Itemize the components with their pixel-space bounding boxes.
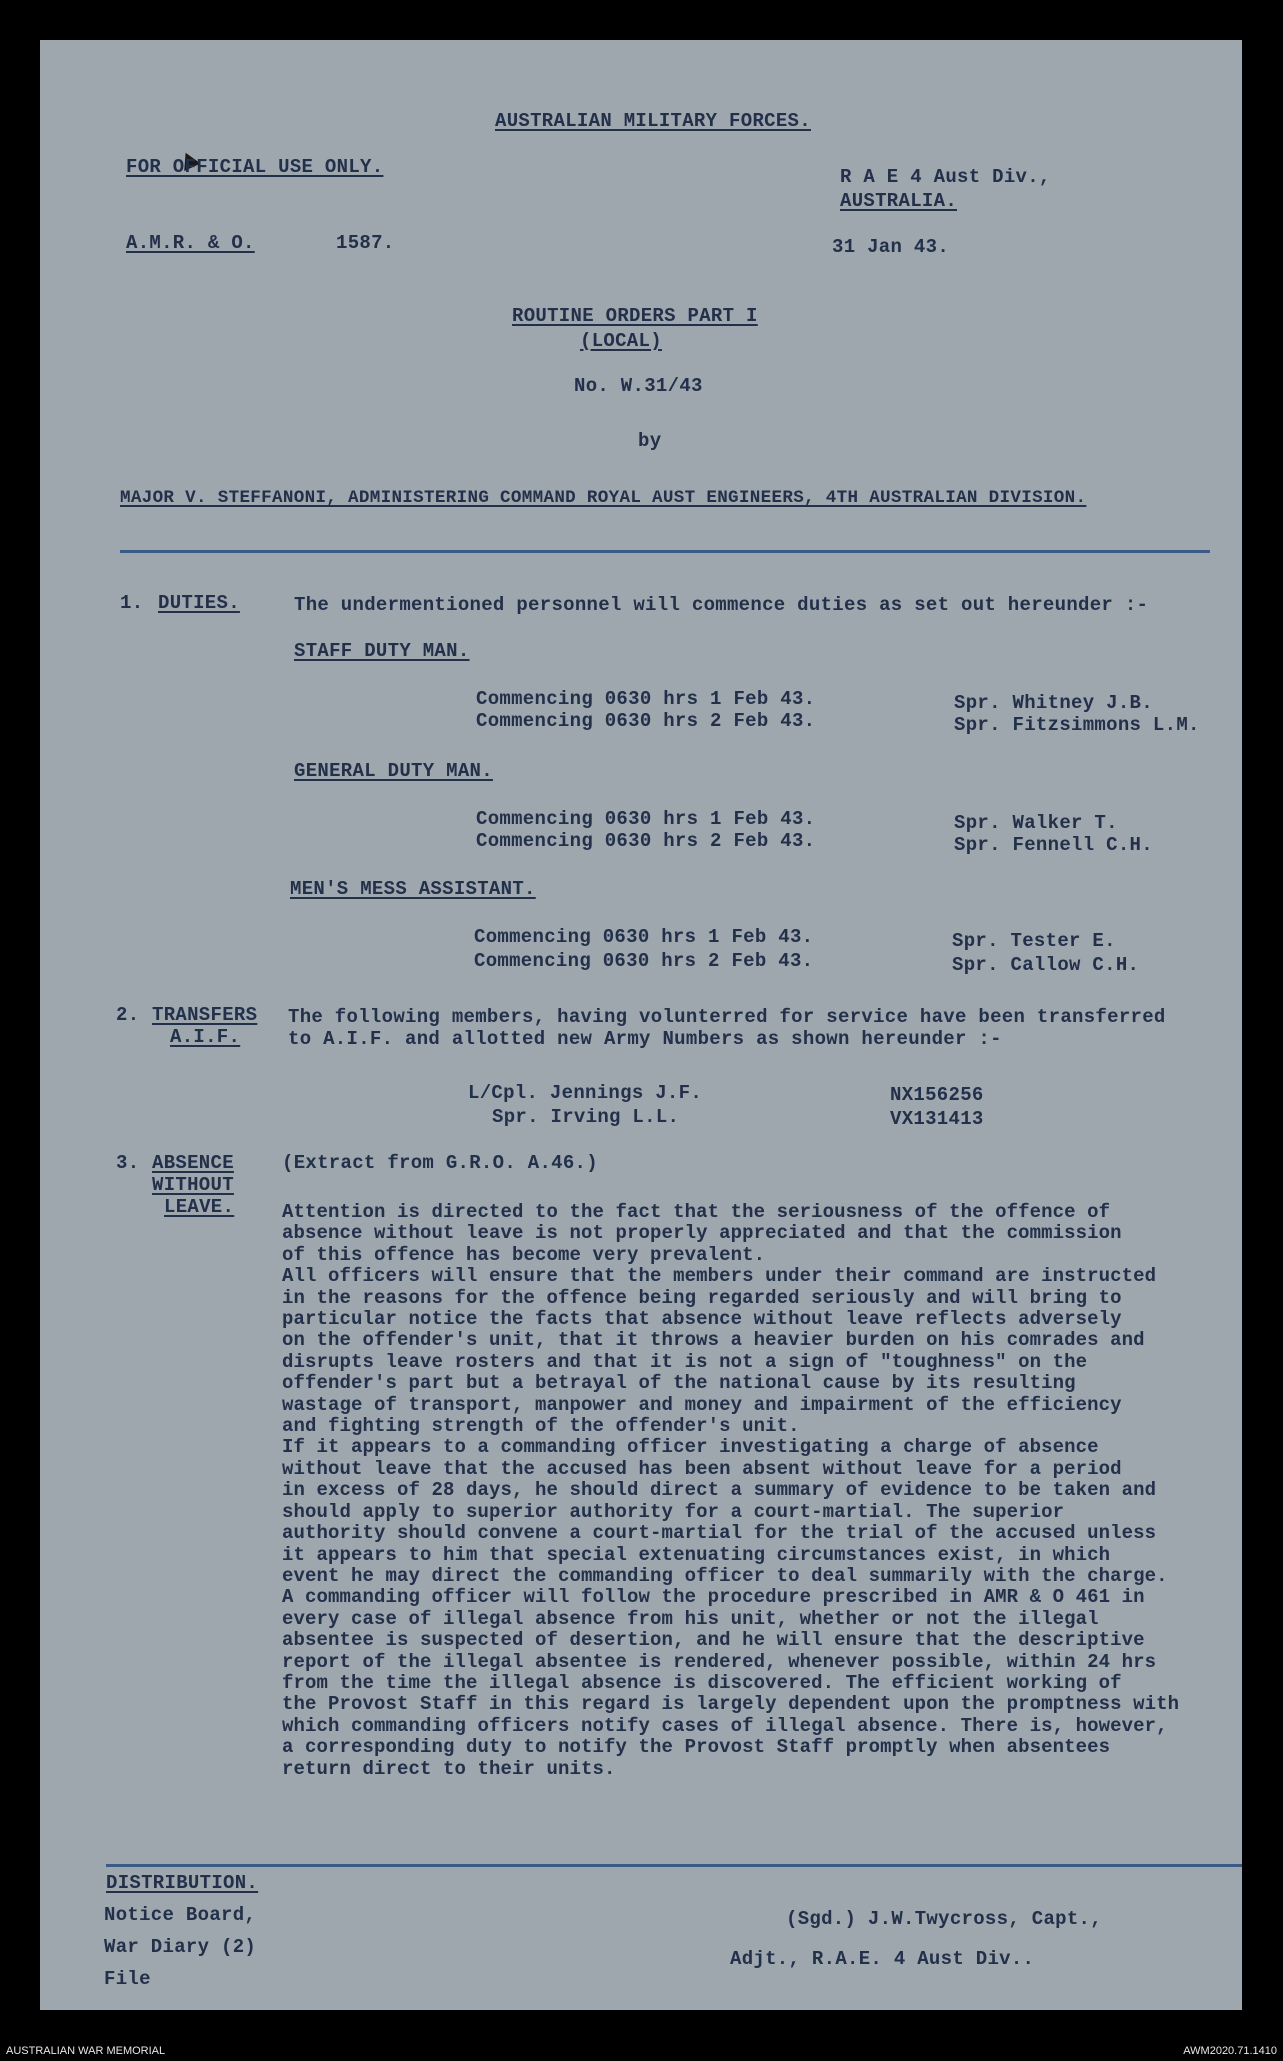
duty-who: Spr. Tester E. <box>952 930 1116 952</box>
divider-rule <box>120 550 1210 553</box>
body-line: If it appears to a commanding officer investigating a charge of absence <box>282 1436 1099 1459</box>
body-line: the Provost Staff in this regard is largely dependent upon the promptness with <box>282 1693 1180 1716</box>
unit-line-2: AUSTRALIA. <box>840 190 958 212</box>
duty-who: Spr. Fitzsimmons L.M. <box>954 714 1200 736</box>
body-line: absentee is suspected of desertion, and he will ensure that the descriptive <box>282 1629 1145 1652</box>
distribution-rule <box>106 1864 1242 1867</box>
section1-heading: DUTIES. <box>158 592 240 614</box>
section1-number: 1. <box>120 592 144 614</box>
section3-number: 3. <box>116 1152 140 1174</box>
section3-heading: WITHOUT <box>152 1174 234 1196</box>
body-line: report of the illegal absentee is rendered, whenever possible, within 24 hrs <box>282 1650 1157 1673</box>
body-line: without leave that the accused has been absent without leave for a period <box>282 1457 1122 1480</box>
body-line: A commanding officer will follow the procedure prescribed in AMR & O 461 in <box>282 1586 1145 1609</box>
section3-heading: ABSENCE <box>152 1152 234 1174</box>
body-line: on the offender's unit, that it throws a heavier burden on his comrades and <box>282 1329 1145 1352</box>
distribution-item: Notice Board, <box>104 1904 257 1926</box>
duty-who: Spr. Callow C.H. <box>952 954 1140 976</box>
body-line: from the time the illegal absence is discovered. The efficient working of <box>282 1671 1122 1694</box>
body-line: it appears to him that special extenuating circumstances exist, in which <box>282 1543 1111 1566</box>
duty-when: Commencing 0630 hrs 1 Feb 43. <box>476 808 816 830</box>
body-line: Attention is directed to the fact that the seriousness of the offence of <box>282 1201 1111 1223</box>
section3-heading: LEAVE. <box>164 1196 235 1218</box>
section3-extract: (Extract from G.R.O. A.46.) <box>282 1152 598 1174</box>
section2-text: to A.I.F. and allotted new Army Numbers as shown hereunder :- <box>288 1028 1002 1050</box>
body-line: authority should convene a court-martial for the trial of the accused unless <box>282 1522 1157 1545</box>
body-line: of this offence has become very prevalent. <box>282 1243 766 1266</box>
group-title: MEN'S MESS ASSISTANT. <box>290 878 536 900</box>
order-number: No. W.31/43 <box>574 375 703 397</box>
body-line: All officers will ensure that the members under their command are instructed <box>282 1265 1157 1288</box>
signature-name: (Sgd.) J.W.Twycross, Capt., <box>786 1908 1102 1930</box>
classification: FOR OFFICIAL USE ONLY. <box>126 156 384 178</box>
duty-when: Commencing 0630 hrs 1 Feb 43. <box>474 926 814 948</box>
army-number: VX131413 <box>890 1108 984 1130</box>
duty-when: Commencing 0630 hrs 2 Feb 43. <box>476 710 816 732</box>
body-line: in the reasons for the offence being regarded seriously and will bring to <box>282 1286 1122 1309</box>
section3-body <box>282 1202 1222 1780</box>
transfer-name: Spr. Irving L.L. <box>492 1106 680 1128</box>
body-line: which commanding officers notify cases of illegal absence. There is, however, <box>282 1714 1168 1737</box>
body-line: a corresponding duty to notify the Provost Staff promptly when absentees <box>282 1736 1111 1759</box>
footer-accession: AWM2020.71.1410 <box>1183 2045 1277 2057</box>
title-line-1: ROUTINE ORDERS PART I <box>512 305 758 327</box>
body-line: wastage of transport, manpower and money and impairment of the efficiency <box>282 1393 1122 1416</box>
body-line: event he may direct the commanding officer to deal summarily with the charge. <box>282 1564 1168 1587</box>
reference: A.M.R. & O. <box>126 232 255 254</box>
body-line: return direct to their units. <box>282 1757 616 1780</box>
title-by: by <box>638 430 662 452</box>
body-line: absence without leave is not properly appreciated and that the commission <box>282 1222 1122 1245</box>
group-title: GENERAL DUTY MAN. <box>294 760 493 782</box>
title-line-2: (LOCAL) <box>580 330 662 352</box>
duty-when: Commencing 0630 hrs 1 Feb 43. <box>476 688 816 710</box>
group-title: STAFF DUTY MAN. <box>294 640 470 662</box>
body-line: in excess of 28 days, he should direct a summary of evidence to be taken and <box>282 1479 1157 1502</box>
signature-title: Adjt., R.A.E. 4 Aust Div.. <box>730 1948 1035 1970</box>
duty-when: Commencing 0630 hrs 2 Feb 43. <box>476 830 816 852</box>
body-line: and fighting strength of the offender's unit. <box>282 1415 800 1438</box>
duty-who: Spr. Walker T. <box>954 812 1118 834</box>
body-line: particular notice the facts that absence without leave reflects adversely <box>282 1308 1122 1331</box>
section2-heading: TRANSFERS <box>152 1004 258 1026</box>
duty-who: Spr. Fennell C.H. <box>954 834 1153 856</box>
document-page <box>40 40 1242 2010</box>
distribution-item: File <box>104 1968 151 1990</box>
transfer-name: L/Cpl. Jennings J.F. <box>468 1082 703 1104</box>
army-number: NX156256 <box>890 1084 984 1106</box>
distribution-heading: DISTRIBUTION. <box>106 1872 259 1894</box>
duty-when: Commencing 0630 hrs 2 Feb 43. <box>474 950 814 972</box>
section2-text: The following members, having volunterred for service have been transferred <box>288 1006 1166 1028</box>
org-heading: AUSTRALIAN MILITARY FORCES. <box>495 110 811 132</box>
body-line: disrupts leave rosters and that it is not a sign of "toughness" on the <box>282 1350 1088 1373</box>
body-line: should apply to superior authority for a court-martial. The superior <box>282 1500 1065 1523</box>
duty-who: Spr. Whitney J.B. <box>954 692 1153 714</box>
reference-number: 1587. <box>336 232 395 254</box>
unit-line-1: R A E 4 Aust Div., <box>840 166 1051 188</box>
issuer: MAJOR V. STEFFANONI, ADMINISTERING COMMAND ROYAL AUST ENGINEERS, 4TH AUSTRALIAN DIVISION. <box>120 488 1087 508</box>
section2-number: 2. <box>116 1004 140 1026</box>
section2-heading: A.I.F. <box>170 1026 241 1048</box>
document-date: 31 Jan 43. <box>832 236 950 258</box>
body-line: offender's part but a betrayal of the national cause by its resulting <box>282 1372 1076 1395</box>
footer-source: AUSTRALIAN WAR MEMORIAL <box>6 2045 166 2057</box>
section1-intro: The undermentioned personnel will commence duties as set out hereunder :- <box>294 594 1149 616</box>
distribution-item: War Diary (2) <box>104 1936 257 1958</box>
body-line: every case of illegal absence from his unit, whether or not the illegal <box>282 1607 1099 1630</box>
